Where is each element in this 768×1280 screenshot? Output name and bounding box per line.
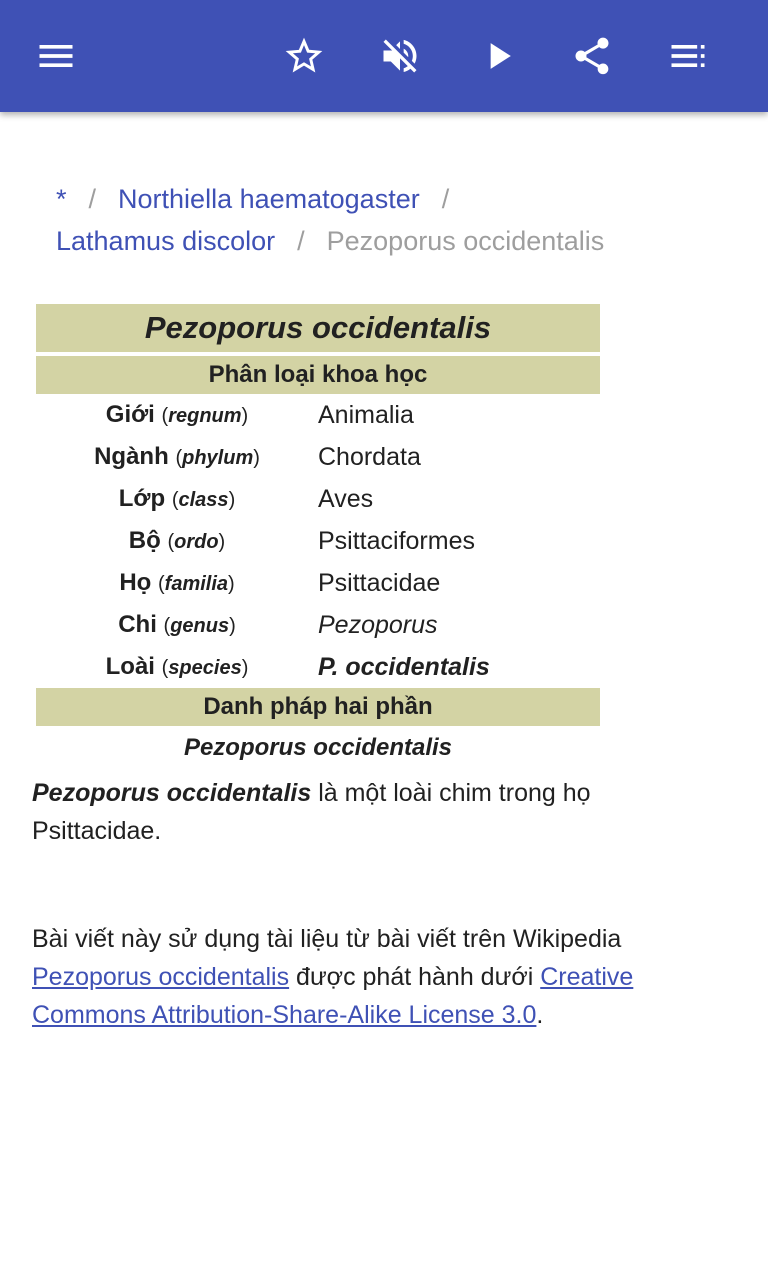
attribution-prefix: Bài viết này sử dụng tài liệu từ bài viết trên Wikipedia bbox=[32, 925, 622, 953]
taxobox-label: Chi (genus) bbox=[118, 611, 236, 638]
article-intro bbox=[32, 774, 692, 850]
taxobox-label: Lớp (class) bbox=[118, 485, 236, 512]
taxobox-label: Loài (species) bbox=[105, 653, 249, 680]
taxobox-row-class bbox=[36, 478, 600, 520]
taxobox-value: Psittaciformes bbox=[318, 526, 475, 555]
app-bar bbox=[0, 0, 768, 112]
volume-off-icon[interactable] bbox=[372, 28, 428, 84]
taxobox-binomial: Pezoporus occidentalis bbox=[183, 734, 453, 761]
play-icon[interactable] bbox=[470, 28, 526, 84]
taxobox-value: Psittacidae bbox=[318, 568, 441, 597]
taxobox-value: Aves bbox=[318, 484, 374, 513]
taxobox-value: Animalia bbox=[318, 400, 414, 429]
taxobox-label: Bộ (ordo) bbox=[128, 527, 226, 554]
breadcrumb-item-current: Pezoporus occidentalis bbox=[326, 226, 605, 256]
attribution-middle: được phát hành dưới bbox=[289, 963, 541, 991]
article-intro-text: là một loài chim trong họ Psittacidae. bbox=[32, 779, 591, 845]
taxobox-label: Ngành (phylum) bbox=[94, 443, 260, 470]
taxobox-row-regnum bbox=[36, 394, 600, 436]
taxobox-value: Chordata bbox=[318, 442, 421, 471]
breadcrumb-separator: / bbox=[297, 226, 305, 256]
taxobox bbox=[36, 304, 600, 768]
attribution bbox=[32, 920, 692, 1034]
taxobox-value: P. occidentalis bbox=[318, 652, 490, 681]
playlist-icon[interactable] bbox=[660, 28, 716, 84]
breadcrumb-item-lathamus[interactable]: Lathamus discolor bbox=[56, 226, 276, 256]
breadcrumb bbox=[56, 178, 736, 262]
breadcrumb-item-northiella[interactable]: Northiella haematogaster bbox=[118, 184, 420, 214]
breadcrumb-separator: / bbox=[441, 184, 450, 214]
star-outline-icon[interactable] bbox=[276, 28, 332, 84]
share-icon[interactable] bbox=[564, 28, 620, 84]
taxobox-row-ordo bbox=[36, 520, 600, 562]
breadcrumb-item-root[interactable]: * bbox=[56, 184, 67, 214]
attribution-end: . bbox=[536, 1001, 544, 1029]
taxobox-row-genus bbox=[36, 604, 600, 646]
taxobox-title: Pezoporus occidentalis bbox=[36, 304, 600, 352]
taxobox-row-species bbox=[36, 646, 600, 688]
wikipedia-article-link[interactable]: Pezoporus occidentalis bbox=[32, 963, 290, 991]
taxobox-section-binomial: Danh pháp hai phần bbox=[36, 688, 600, 726]
taxobox-section-classification: Phân loại khoa học bbox=[36, 356, 600, 394]
breadcrumb-separator: / bbox=[88, 184, 97, 214]
article-intro-name: Pezoporus occidentalis bbox=[32, 779, 312, 807]
menu-icon[interactable] bbox=[28, 28, 84, 84]
taxobox-label: Giới (regnum) bbox=[105, 401, 249, 428]
taxobox-row-familia bbox=[36, 562, 600, 604]
taxobox-row-phylum bbox=[36, 436, 600, 478]
license-link[interactable]: Creative Commons Attribution-Share-Alike License 3.0 bbox=[32, 963, 634, 1029]
taxobox-value: Pezoporus bbox=[318, 610, 438, 639]
taxobox-label: Họ (familia) bbox=[119, 569, 235, 596]
